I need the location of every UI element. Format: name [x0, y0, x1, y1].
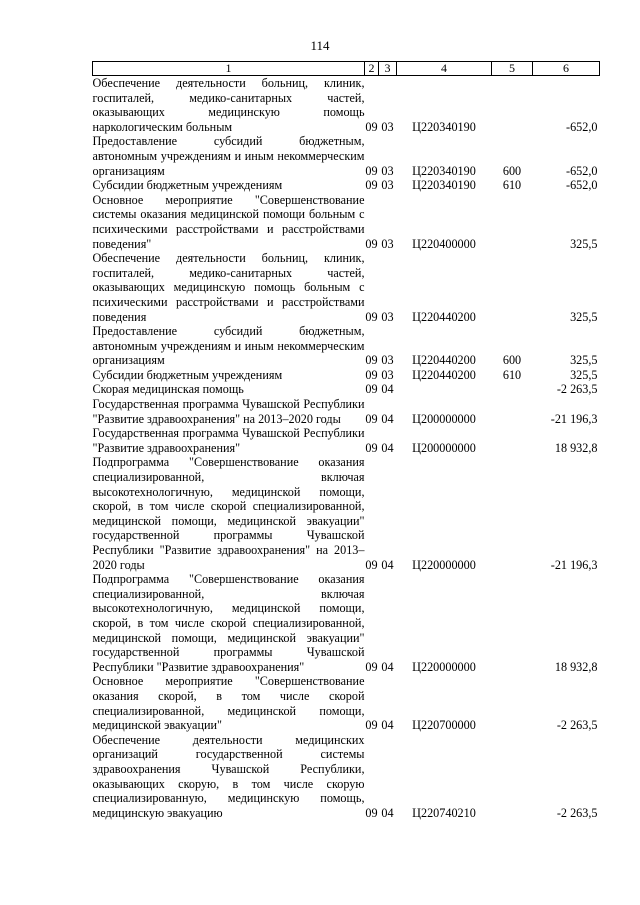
row-subsection: 03	[381, 178, 394, 193]
row-section: 09	[365, 805, 378, 820]
row-name: Подпрограмма "Совершенствование оказания специализированной, включая высокотехнологичную, медицинской помощи, скорой, в том числе скорой специализированной, медицинской помощи, медицинской эвакуации" государственной программы Чувашской Республики "Развитие здравоохранения"	[92, 572, 365, 674]
row-amount: 18 932,8	[554, 440, 598, 455]
row-expense-type: 610	[502, 178, 522, 193]
row-section: 09	[365, 178, 378, 193]
row-name: Обеспечение деятельности медицинских организаций государственной системы здравоохранения Чувашской Республики, оказывающих скорую, в том числе скорую специализированную, медицинскую помощь, медицинскую эвакуацию	[92, 732, 365, 820]
row-target-code: Ц220440200	[412, 309, 476, 324]
row-amount: -652,0	[566, 178, 598, 193]
row-amount: 325,5	[570, 353, 598, 368]
table-row	[93, 368, 600, 383]
row-expense-type	[492, 455, 533, 572]
row-name: Основное мероприятие "Совершенствование оказания скорой, в том числе скорой специализированной, медицинской помощи, медицинской эвакуации"	[92, 674, 365, 733]
row-expense-type	[492, 76, 533, 135]
header-col-6: 6	[533, 62, 600, 76]
row-target-code: Ц220440200	[412, 367, 476, 382]
row-amount: -2 263,5	[556, 805, 598, 820]
table-row	[93, 76, 600, 135]
row-name: Скорая медицинская помощь	[92, 382, 244, 397]
row-section: 09	[365, 718, 378, 733]
row-name: Основное мероприятие "Совершенствование системы оказания медицинской помощи больным с психическими расстройствами и расстройствами поведения"	[92, 192, 365, 251]
row-section: 09	[365, 557, 378, 572]
row-subsection: 04	[381, 440, 394, 455]
budget-table	[92, 61, 600, 820]
row-target-code: Ц200000000	[412, 440, 476, 455]
header-col-5: 5	[492, 62, 533, 76]
row-expense-type	[492, 733, 533, 821]
row-expense-type	[492, 674, 533, 732]
table-row	[93, 674, 600, 732]
row-section: 09	[365, 309, 378, 324]
row-section: 09	[365, 119, 378, 134]
row-target-code: Ц220400000	[412, 236, 476, 251]
row-section: 09	[365, 353, 378, 368]
row-amount: -21 196,3	[550, 411, 598, 426]
row-target-code: Ц220000000	[412, 659, 476, 674]
table-row	[93, 178, 600, 193]
row-subsection: 04	[381, 411, 394, 426]
row-subsection: 03	[381, 236, 394, 251]
row-subsection: 03	[381, 119, 394, 134]
table-row	[93, 382, 600, 397]
row-section: 09	[365, 411, 378, 426]
row-amount: 325,5	[570, 236, 598, 251]
row-target-code: Ц220000000	[412, 557, 476, 572]
row-subsection: 04	[381, 718, 394, 733]
row-expense-type	[492, 397, 533, 426]
row-amount: -652,0	[566, 163, 598, 178]
row-target-code: Ц200000000	[412, 411, 476, 426]
row-amount: -2 263,5	[556, 382, 598, 397]
row-subsection: 03	[381, 353, 394, 368]
table-row	[93, 455, 600, 572]
row-amount: -21 196,3	[550, 557, 598, 572]
table-row	[93, 397, 600, 426]
row-section: 09	[365, 163, 378, 178]
row-name: Государственная программа Чувашской Республики "Развитие здравоохранения" на 2013–2020 годы	[92, 397, 365, 426]
row-target-code: Ц220340190	[412, 163, 476, 178]
row-subsection: 03	[381, 309, 394, 324]
row-target-code: Ц220700000	[412, 718, 476, 733]
row-amount: 325,5	[570, 367, 598, 382]
row-subsection: 04	[381, 382, 394, 397]
table-row	[93, 572, 600, 674]
header-col-2: 2	[365, 62, 379, 76]
row-expense-type: 600	[502, 353, 522, 368]
row-name: Субсидии бюджетным учреждениям	[92, 367, 283, 382]
row-section: 09	[365, 440, 378, 455]
row-subsection: 03	[381, 367, 394, 382]
row-expense-type	[492, 251, 533, 324]
row-target-code: Ц220340190	[412, 178, 476, 193]
table-row	[93, 324, 600, 368]
row-amount: -652,0	[566, 119, 598, 134]
row-expense-type	[492, 193, 533, 251]
row-name: Обеспечение деятельности больниц, клиник, госпиталей, медико-санитарных частей, оказывающих медицинскую помощь больным с психическими расстройствами и расстройствами поведения	[92, 251, 365, 324]
row-amount: -2 263,5	[556, 718, 598, 733]
header-row	[93, 62, 600, 76]
row-name: Предоставление субсидий бюджетным, автономным учреждениям и иным некоммерческим организациям	[92, 134, 365, 178]
row-subsection: 04	[381, 659, 394, 674]
row-section: 09	[365, 367, 378, 382]
row-target-code	[397, 382, 492, 397]
row-expense-type: 610	[502, 367, 522, 382]
row-name: Государственная программа Чувашской Республики "Развитие здравоохранения"	[92, 426, 365, 455]
row-subsection: 04	[381, 557, 394, 572]
table-row	[93, 733, 600, 821]
table-row	[93, 251, 600, 324]
table-row	[93, 134, 600, 178]
header-col-3: 3	[379, 62, 397, 76]
row-expense-type	[492, 382, 533, 397]
row-subsection: 03	[381, 163, 394, 178]
row-section: 09	[365, 382, 378, 397]
row-target-code: Ц220740210	[412, 805, 476, 820]
header-col-4: 4	[397, 62, 492, 76]
row-target-code: Ц220340190	[412, 119, 476, 134]
row-subsection: 04	[381, 805, 394, 820]
row-expense-type: 600	[502, 163, 522, 178]
row-name: Подпрограмма "Совершенствование оказания специализированной, включая высокотехнологичную, медицинской помощи, скорой, в том числе скорой специализированной, медицинской помощи, медицинской эвакуации" государственной программы Чувашской Республики "Развитие здравоохранения" на 2013–2020 годы	[92, 455, 365, 572]
table-row	[93, 193, 600, 251]
page-number: 114	[310, 38, 330, 53]
row-expense-type	[492, 426, 533, 455]
row-name: Предоставление субсидий бюджетным, автономным учреждениям и иным некоммерческим организациям	[92, 324, 365, 368]
row-amount: 325,5	[570, 309, 598, 324]
row-name: Субсидии бюджетным учреждениям	[92, 178, 283, 193]
row-name: Обеспечение деятельности больниц, клиник, госпиталей, медико-санитарных частей, оказывающих медицинскую помощь наркологическим больным	[92, 76, 365, 134]
row-section: 09	[365, 659, 378, 674]
row-amount: 18 932,8	[554, 659, 598, 674]
header-col-1: 1	[93, 62, 365, 76]
row-section: 09	[365, 236, 378, 251]
table-row	[93, 426, 600, 455]
row-target-code: Ц220440200	[412, 353, 476, 368]
row-expense-type	[492, 572, 533, 674]
